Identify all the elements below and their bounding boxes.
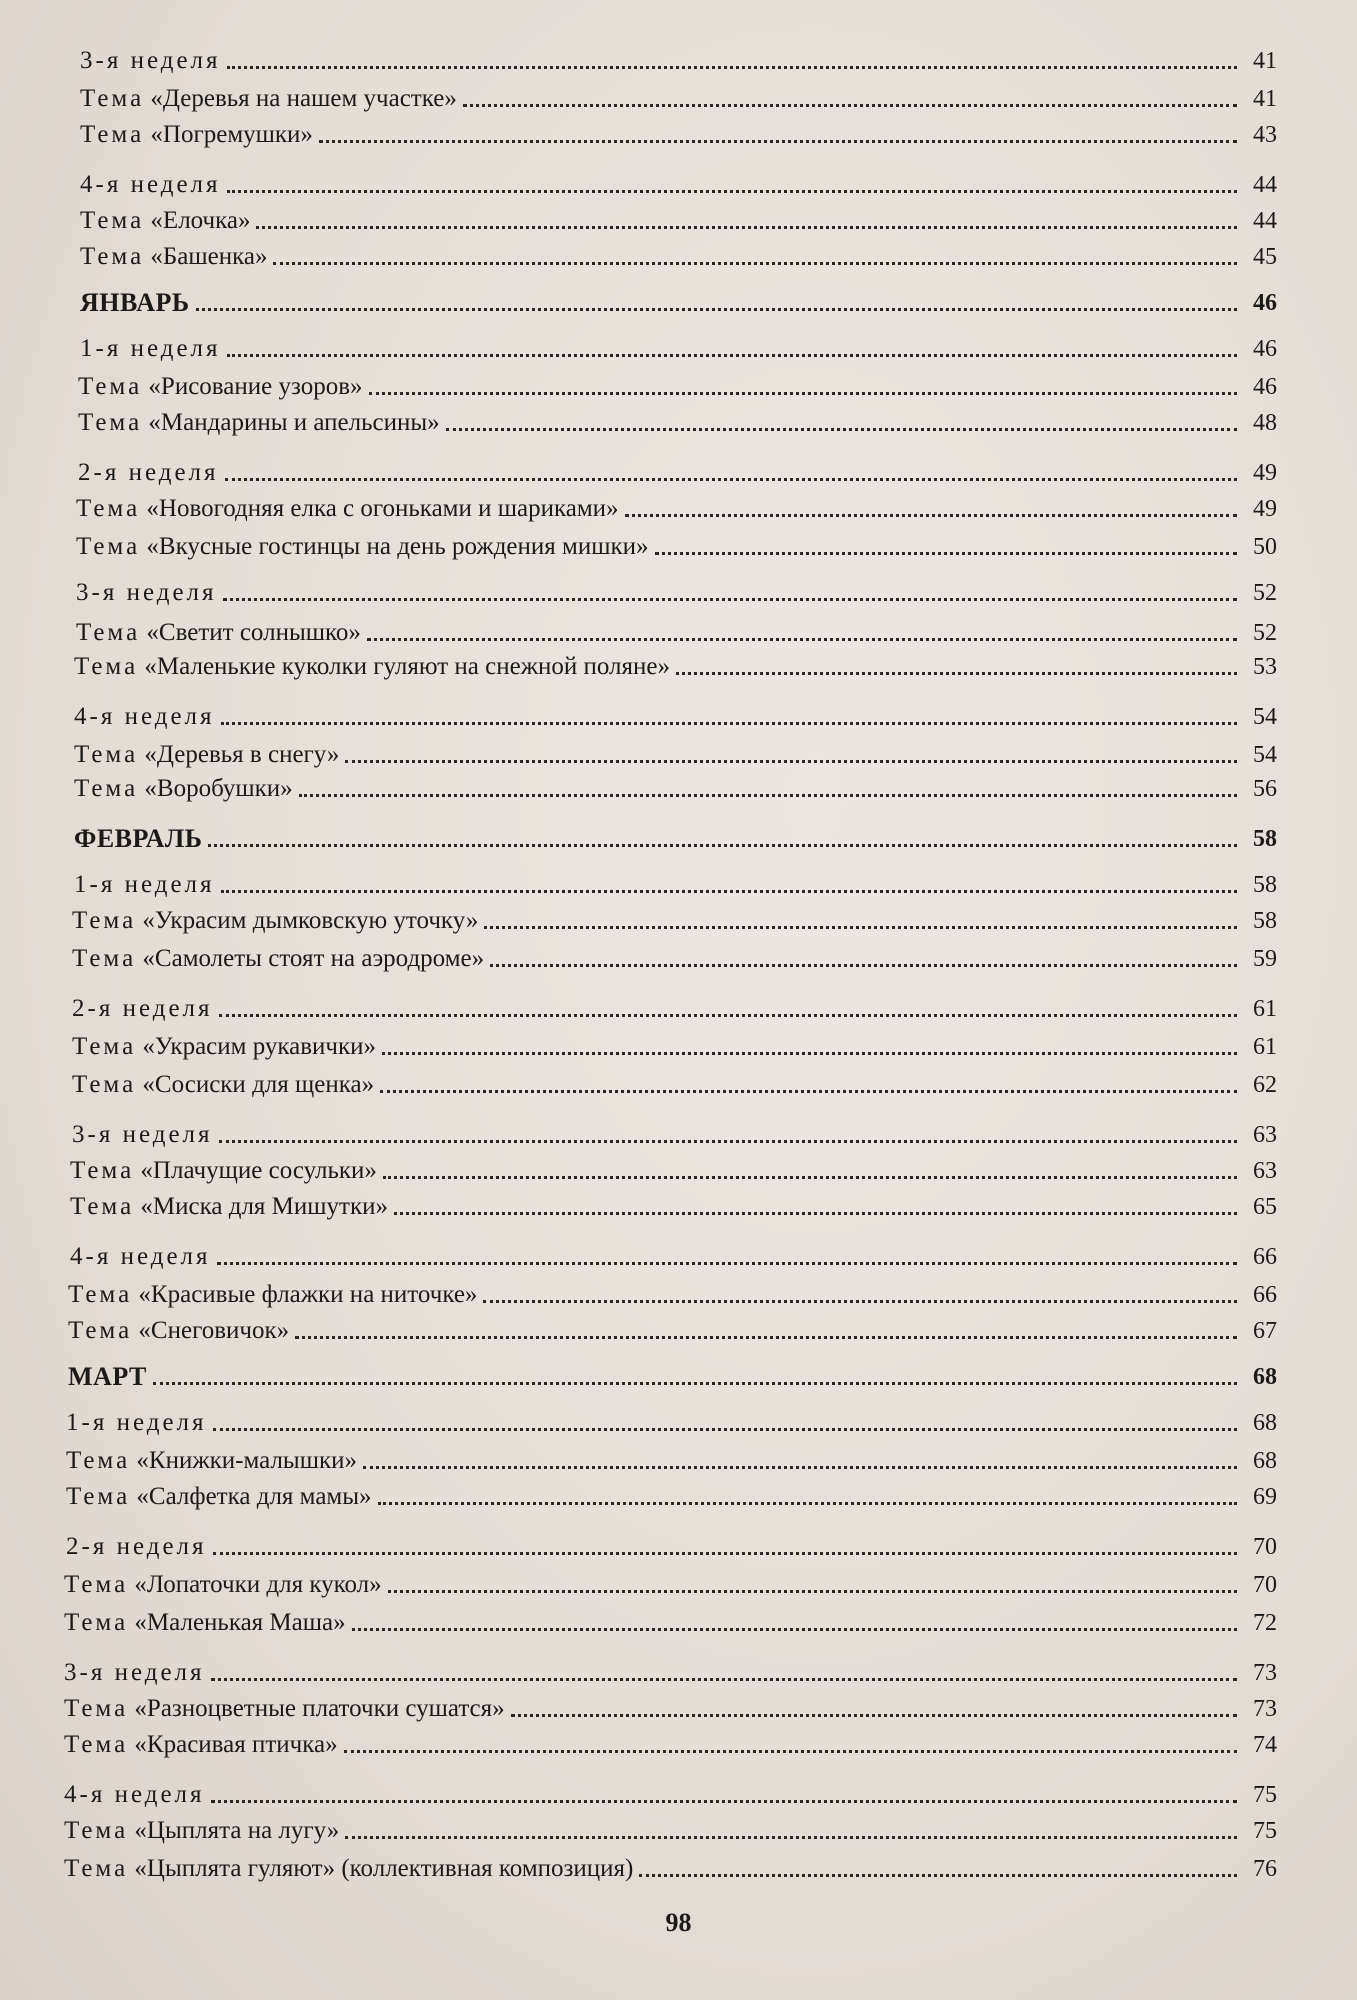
toc-page-number: 73	[1253, 1660, 1277, 1686]
toc-theme-entry	[66, 1446, 1277, 1476]
theme-label: Тема	[64, 1731, 129, 1758]
toc-page-number: 66	[1253, 1282, 1277, 1308]
toc-theme-entry	[74, 740, 1277, 770]
dot-leader	[208, 844, 1237, 847]
theme-label: Тема	[74, 653, 139, 680]
dot-leader	[446, 428, 1237, 431]
toc-theme-entry	[72, 1032, 1277, 1062]
toc-entry-title	[66, 1482, 372, 1512]
toc-page-number: 65	[1253, 1194, 1277, 1220]
toc-entry-title	[70, 1156, 377, 1186]
dot-leader	[221, 722, 1237, 725]
dot-leader	[211, 1800, 1237, 1803]
theme-title: «Маленькие куколки гуляют на снежной поляне»	[144, 653, 671, 680]
theme-label: Тема	[80, 121, 145, 148]
toc-entry-title	[72, 1032, 376, 1062]
toc-page-number: 58	[1253, 908, 1277, 934]
theme-title: «Новогодняя елка с огоньками и шариками»	[146, 495, 619, 522]
theme-title: «Украсим рукавички»	[142, 1033, 377, 1060]
theme-title: «Вкусные гостинцы на день рождения мишки»	[146, 533, 649, 560]
toc-theme-entry	[72, 944, 1277, 974]
dot-leader	[490, 964, 1237, 967]
toc-page-number: 75	[1253, 1818, 1277, 1844]
toc-month-heading	[74, 824, 1277, 854]
toc-theme-entry	[64, 1854, 1277, 1884]
toc-entry-title	[76, 494, 619, 524]
toc-theme-entry	[72, 906, 1277, 936]
theme-label: Тема	[64, 1817, 129, 1844]
toc-entry-title	[66, 1446, 357, 1476]
theme-title: «Воробушки»	[144, 775, 293, 802]
toc-entry-title: ФЕВРАЛЬ	[74, 824, 203, 853]
toc-entry-title	[68, 1316, 289, 1346]
theme-title: «Рисование узоров»	[148, 373, 363, 400]
theme-label: Тема	[72, 1033, 137, 1060]
theme-title: «Разноцветные платочки сушатся»	[134, 1695, 505, 1722]
theme-label: Тема	[80, 85, 145, 112]
dot-leader	[352, 1628, 1237, 1631]
theme-label: Тема	[78, 409, 143, 436]
toc-entry-title: 4-я неделя	[64, 1781, 205, 1808]
toc-page-number: 49	[1253, 496, 1277, 522]
dot-leader	[213, 1428, 1237, 1431]
toc-entry-title: ЯНВАРЬ	[80, 288, 190, 317]
theme-title: «Снеговичок»	[138, 1317, 290, 1344]
toc-page-number: 72	[1253, 1610, 1277, 1636]
dot-leader	[299, 794, 1237, 797]
dot-leader	[369, 392, 1237, 395]
toc-entry-title	[74, 740, 339, 770]
toc-page-number: 46	[1253, 290, 1277, 316]
toc-page-number: 52	[1253, 580, 1277, 606]
toc-theme-entry	[76, 494, 1277, 524]
dot-leader	[363, 1466, 1237, 1469]
theme-title: «Красивые флажки на ниточке»	[138, 1281, 478, 1308]
toc-page-number: 46	[1253, 336, 1277, 362]
dot-leader	[256, 226, 1237, 229]
theme-title: «Украсим дымковскую уточку»	[142, 907, 479, 934]
theme-label: Тема	[70, 1193, 135, 1220]
dot-leader	[219, 1140, 1237, 1143]
theme-label: Тема	[64, 1695, 129, 1722]
toc-theme-entry	[64, 1608, 1277, 1638]
theme-title: «Елочка»	[150, 207, 251, 234]
toc-entry-title: 3-я неделя	[80, 47, 221, 74]
toc-entry-title	[64, 1854, 633, 1884]
toc-entry-title	[80, 206, 250, 236]
toc-entry-title	[72, 906, 478, 936]
dot-leader	[367, 638, 1237, 641]
toc-week-entry	[64, 1658, 1277, 1688]
dot-leader	[227, 66, 1237, 69]
toc-entry-title: 4-я неделя	[80, 171, 221, 198]
theme-label: Тема	[76, 533, 141, 560]
toc-week-entry	[74, 870, 1277, 900]
toc-entry-title	[76, 532, 649, 562]
toc-week-entry	[74, 702, 1277, 732]
toc-page-number: 63	[1253, 1122, 1277, 1148]
toc-theme-entry	[76, 618, 1277, 648]
toc-entry-title	[80, 84, 457, 114]
dot-leader	[227, 354, 1237, 357]
toc-theme-entry	[70, 1156, 1277, 1186]
toc-page-number: 52	[1253, 620, 1277, 646]
toc-page-number: 50	[1253, 534, 1277, 560]
toc-page-number: 56	[1253, 776, 1277, 802]
dot-leader	[676, 672, 1237, 675]
theme-title: «Деревья на нашем участке»	[150, 85, 457, 112]
theme-label: Тема	[72, 907, 137, 934]
dot-leader	[213, 1552, 1237, 1555]
toc-week-entry	[80, 170, 1277, 200]
toc-page-number: 75	[1253, 1782, 1277, 1808]
toc-entry-title	[64, 1816, 339, 1846]
dot-leader	[378, 1502, 1237, 1505]
theme-label: Тема	[76, 619, 141, 646]
theme-label: Тема	[74, 775, 139, 802]
toc-week-entry	[72, 994, 1277, 1024]
toc-page-number: 46	[1253, 374, 1277, 400]
theme-label: Тема	[70, 1157, 135, 1184]
toc-entry-title	[72, 944, 484, 974]
toc-theme-entry	[80, 120, 1277, 150]
theme-title: «Светит солнышко»	[146, 619, 361, 646]
toc-page-number: 67	[1253, 1318, 1277, 1344]
theme-title: «Плачущие сосульки»	[140, 1157, 377, 1184]
page-number: 98	[665, 1908, 692, 1937]
theme-title: «Маленькая Маша»	[134, 1609, 346, 1636]
toc-entry-title	[74, 652, 670, 682]
toc-page-number: 74	[1253, 1732, 1277, 1758]
theme-label: Тема	[64, 1855, 129, 1882]
dot-leader	[295, 1336, 1237, 1339]
toc-week-entry	[80, 334, 1277, 364]
toc-theme-entry	[78, 408, 1277, 438]
toc-entry-title	[80, 242, 267, 272]
toc-entry-title: 1-я неделя	[66, 1409, 207, 1436]
theme-label: Тема	[78, 373, 143, 400]
theme-title: «Сосиски для щенка»	[142, 1071, 375, 1098]
theme-title: «Лопаточки для кукол»	[134, 1571, 382, 1598]
dot-leader	[625, 514, 1237, 517]
toc-entry-title	[72, 1070, 374, 1100]
toc-page-number: 58	[1253, 872, 1277, 898]
toc-theme-entry	[80, 242, 1277, 272]
toc-page-number: 70	[1253, 1534, 1277, 1560]
dot-leader	[655, 552, 1238, 555]
dot-leader	[394, 1212, 1237, 1215]
dot-leader	[225, 478, 1237, 481]
dot-leader	[196, 308, 1237, 311]
theme-title: «Цыплята гуляют» (коллективная композиция)	[134, 1855, 634, 1882]
toc-page-number: 66	[1253, 1244, 1277, 1270]
toc-page-number: 68	[1253, 1448, 1277, 1474]
toc-page-number: 41	[1253, 86, 1277, 112]
toc-week-entry	[66, 1532, 1277, 1562]
toc-theme-entry	[80, 206, 1277, 236]
toc-page-number: 68	[1253, 1410, 1277, 1436]
theme-label: Тема	[72, 1071, 137, 1098]
toc-page-number: 44	[1253, 208, 1277, 234]
theme-label: Тема	[80, 207, 145, 234]
dot-leader	[483, 1300, 1237, 1303]
dot-leader	[273, 262, 1237, 265]
theme-label: Тема	[74, 741, 139, 768]
toc-week-entry	[78, 458, 1277, 488]
dot-leader	[221, 890, 1237, 893]
dot-leader	[511, 1714, 1237, 1717]
toc-page-number: 69	[1253, 1484, 1277, 1510]
toc-page-number: 59	[1253, 946, 1277, 972]
theme-title: «Книжки-малышки»	[136, 1447, 357, 1474]
toc-week-entry	[72, 1120, 1277, 1150]
dot-leader	[388, 1590, 1237, 1593]
theme-title: «Миска для Мишутки»	[140, 1193, 388, 1220]
theme-title: «Самолеты стоят на аэродроме»	[142, 945, 485, 972]
toc-page-number: 54	[1253, 742, 1277, 768]
toc-page-number: 61	[1253, 996, 1277, 1022]
toc-entry-title: 4-я неделя	[74, 703, 215, 730]
theme-label: Тема	[66, 1447, 131, 1474]
toc-entry-title	[76, 618, 361, 648]
toc-week-entry	[64, 1780, 1277, 1810]
toc-theme-entry	[68, 1316, 1277, 1346]
dot-leader	[345, 1836, 1237, 1839]
dot-leader	[345, 760, 1237, 763]
toc-entry-title: 3-я неделя	[64, 1659, 205, 1686]
toc-page-number: 48	[1253, 410, 1277, 436]
theme-label: Тема	[80, 243, 145, 270]
toc-month-heading	[80, 288, 1277, 318]
toc-entry-title: 2-я неделя	[72, 995, 213, 1022]
toc-page-number: 53	[1253, 654, 1277, 680]
toc-theme-entry	[76, 532, 1277, 562]
toc-entry-title: 3-я неделя	[76, 579, 217, 606]
toc-page-number: 45	[1253, 244, 1277, 270]
theme-label: Тема	[64, 1609, 129, 1636]
toc-page-number: 70	[1253, 1572, 1277, 1598]
toc-theme-entry	[70, 1192, 1277, 1222]
toc-page-number: 63	[1253, 1158, 1277, 1184]
toc-week-entry	[66, 1408, 1277, 1438]
toc-page-number: 76	[1253, 1856, 1277, 1882]
toc-entry-title	[70, 1192, 388, 1222]
toc-entry-title: 3-я неделя	[72, 1121, 213, 1148]
toc-page-number: 62	[1253, 1072, 1277, 1098]
toc-theme-entry	[64, 1816, 1277, 1846]
theme-title: «Салфетка для мамы»	[136, 1483, 372, 1510]
toc-page-number: 54	[1253, 704, 1277, 730]
toc-entry-title: 1-я неделя	[80, 335, 221, 362]
toc-month-heading	[68, 1362, 1277, 1392]
toc-theme-entry	[80, 84, 1277, 114]
toc-entry-title	[64, 1608, 346, 1638]
toc-entry-title	[68, 1280, 477, 1310]
toc-theme-entry	[64, 1730, 1277, 1760]
toc-page-number: 61	[1253, 1034, 1277, 1060]
dot-leader	[382, 1052, 1237, 1055]
toc-entry-title	[74, 774, 293, 804]
theme-label: Тема	[66, 1483, 131, 1510]
theme-title: «Мандарины и апельсины»	[148, 409, 440, 436]
dot-leader	[227, 190, 1237, 193]
theme-label: Тема	[68, 1317, 133, 1344]
dot-leader	[380, 1090, 1237, 1093]
toc-entry-title: МАРТ	[68, 1362, 147, 1391]
toc-entry-title	[64, 1694, 505, 1724]
dot-leader	[223, 598, 1237, 601]
toc-page-number: 49	[1253, 460, 1277, 486]
toc-theme-entry	[72, 1070, 1277, 1100]
toc-entry-title	[64, 1570, 382, 1600]
theme-title: «Красивая птичка»	[134, 1731, 338, 1758]
toc-theme-entry	[74, 774, 1277, 804]
dot-leader	[463, 104, 1237, 107]
toc-theme-entry	[64, 1694, 1277, 1724]
theme-label: Тема	[76, 495, 141, 522]
dot-leader	[319, 140, 1237, 143]
toc-page-number: 68	[1253, 1364, 1277, 1390]
theme-title: «Цыплята на лугу»	[134, 1817, 340, 1844]
toc-page-number: 73	[1253, 1696, 1277, 1722]
toc-week-entry	[76, 578, 1277, 608]
dot-leader	[211, 1678, 1237, 1681]
theme-label: Тема	[72, 945, 137, 972]
dot-leader	[383, 1176, 1237, 1179]
toc-entry-title	[80, 120, 313, 150]
toc-theme-entry	[64, 1570, 1277, 1600]
toc-theme-entry	[74, 652, 1277, 682]
toc-entry-title: 2-я неделя	[78, 459, 219, 486]
dot-leader	[484, 926, 1237, 929]
theme-title: «Деревья в снегу»	[144, 741, 340, 768]
toc-entry-title	[78, 408, 440, 438]
theme-title: «Погремушки»	[150, 121, 313, 148]
toc-theme-entry	[78, 372, 1277, 402]
toc-week-entry	[80, 46, 1277, 76]
toc-page-number: 44	[1253, 172, 1277, 198]
theme-label: Тема	[64, 1571, 129, 1598]
toc-week-entry	[70, 1242, 1277, 1272]
toc-entry-title: 4-я неделя	[70, 1243, 211, 1270]
dot-leader	[217, 1262, 1237, 1265]
dot-leader	[219, 1014, 1237, 1017]
toc-page-number: 41	[1253, 48, 1277, 74]
theme-label: Тема	[68, 1281, 133, 1308]
toc-theme-entry	[66, 1482, 1277, 1512]
toc-entry-title	[78, 372, 363, 402]
dot-leader	[153, 1382, 1237, 1385]
toc-entry-title: 1-я неделя	[74, 871, 215, 898]
theme-title: «Башенка»	[150, 243, 268, 270]
toc-page-number: 58	[1253, 826, 1277, 852]
toc-entry-title: 2-я неделя	[66, 1533, 207, 1560]
toc-page-number: 43	[1253, 122, 1277, 148]
dot-leader	[639, 1874, 1237, 1877]
toc-entry-title	[64, 1730, 338, 1760]
toc-theme-entry	[68, 1280, 1277, 1310]
dot-leader	[344, 1750, 1237, 1753]
